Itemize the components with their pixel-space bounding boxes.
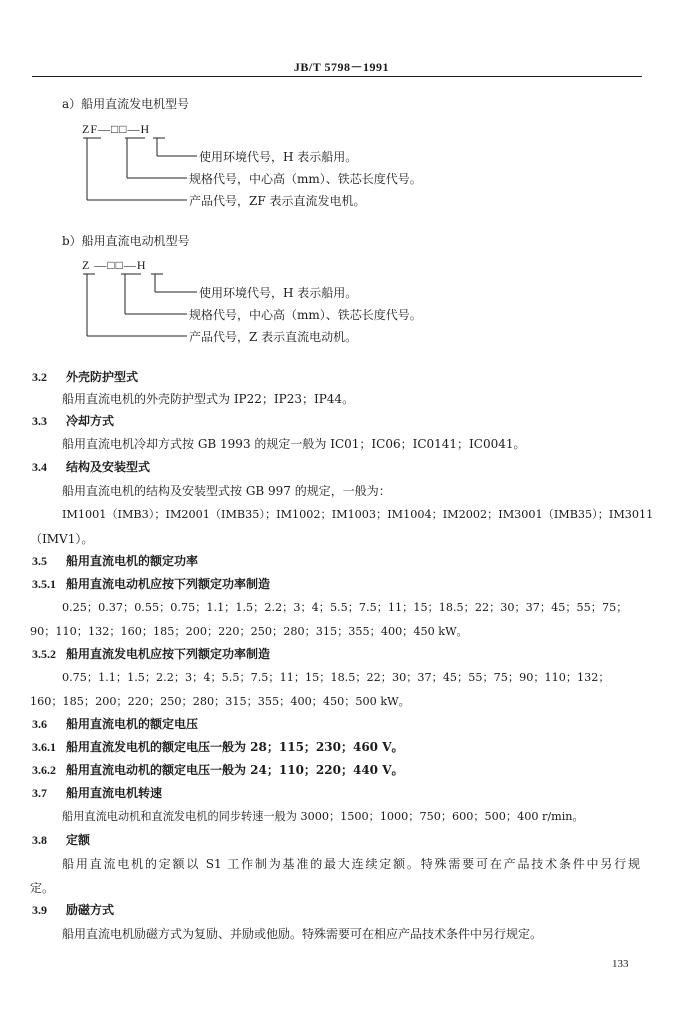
- section-3-5-1-heading: [32, 575, 270, 592]
- section-3-9-title: 励磁方式: [66, 903, 115, 917]
- section-3-4-heading: [32, 458, 150, 475]
- diagram-b-label-env: 使用环境代号，H 表示船用。: [199, 286, 358, 300]
- section-3-2-title: 外壳防护型式: [66, 370, 139, 384]
- section-3-7-text: 船用直流电动机和直流发电机的同步转速一般为 3000；1500；1000；750；600；500；400 r/min。: [62, 810, 584, 823]
- section-3-8-text-line1: 船用直流电机的定额以 S1 工作制为基准的最大连续定额。特殊需要可在产品技术条件中另行规: [62, 857, 640, 871]
- section-3-2-heading: [32, 368, 138, 385]
- section-3-6-1-text: 船用直流发电机的额定电压一般为 28；115；230；460 V。: [66, 740, 404, 754]
- section-3-9-text: 船用直流电机励磁方式为复励、并励或他励。特殊需要可在相应产品技术条件中另行规定。: [62, 927, 543, 941]
- section-3-4-list: IM1001（IMB3）；IM2001（IMB35）；IM1002；IM1003；IM1004；IM2002；IM3001（IMB35）；IM3011: [62, 508, 654, 521]
- diagram-a: [75, 122, 525, 212]
- section-3-8-title: 定额: [66, 833, 91, 847]
- header-rule: [32, 76, 642, 77]
- section-3-7-title: 船用直流电机转速: [66, 786, 163, 800]
- section-3-6-2-number: 3.6.2: [32, 763, 56, 777]
- section-3-2-text: 船用直流电机的外壳防护型式为 IP22；IP23；IP44。: [62, 392, 355, 406]
- section-3-8-number: 3.8: [32, 833, 47, 847]
- section-3-5-1-title: 船用直流电动机应按下列额定功率制造: [66, 577, 271, 591]
- section-3-7-heading: [32, 784, 162, 801]
- section-3-3-number: 3.3: [32, 414, 47, 428]
- section-3-6-number: 3.6: [32, 717, 47, 731]
- section-3-4-text: 船用直流电机的结构及安装型式按 GB 997 的规定，一般为：: [62, 484, 391, 498]
- section-3-4-number: 3.4: [32, 460, 47, 474]
- diagram-b-caption: b）船用直流电动机型号: [62, 234, 190, 248]
- section-3-5-1-values-line2: 90；110；132；160；185；200；220；250；280；315；355；400；450 kW。: [30, 625, 468, 638]
- section-3-6-2: [32, 761, 404, 778]
- diagram-b-label-product: 产品代号，Z 表示直流电动机。: [189, 330, 358, 344]
- diagram-a-caption: a）船用直流发电机型号: [62, 97, 190, 111]
- section-3-6-heading: [32, 715, 198, 732]
- diagram-b-label-spec: 规格代号，中心高（mm）、铁芯长度代号。: [189, 308, 422, 322]
- section-3-5-2-number: 3.5.2: [32, 647, 56, 661]
- section-3-3-text: 船用直流电机冷却方式按 GB 1993 的规定一般为 IC01；IC06；IC0141；IC0041。: [62, 437, 526, 451]
- diagram-a-label-product: 产品代号，ZF 表示直流发电机。: [189, 194, 366, 208]
- section-3-5-number: 3.5: [32, 554, 47, 568]
- section-3-5-1-number: 3.5.1: [32, 577, 56, 591]
- section-3-3-title: 冷却方式: [66, 414, 115, 428]
- section-3-8-text-line2: 定。: [30, 881, 55, 895]
- section-3-5-heading: [32, 552, 198, 569]
- diagram-b-code: Z —□□—H: [82, 258, 147, 272]
- section-3-7-number: 3.7: [32, 786, 47, 800]
- page-number: 133: [612, 958, 629, 970]
- section-3-8-heading: [32, 831, 90, 848]
- section-3-5-1-values-line1: 0.25；0.37；0.55；0.75；1.1；1.5；2.2；3；4；5.5；7.5；11；15；18.5；22；30；37；45；55；75；: [62, 601, 628, 614]
- section-3-5-title: 船用直流电机的额定功率: [66, 554, 199, 568]
- diagram-b: [75, 258, 525, 348]
- section-3-6-2-text: 船用直流电动机的额定电压一般为 24；110；220；440 V。: [66, 763, 404, 777]
- diagram-a-label-env: 使用环境代号，H 表示船用。: [199, 150, 358, 164]
- section-3-3-heading: [32, 412, 114, 429]
- section-3-5-2-values-line1: 0.75；1.1；1.5；2.2；3；4；5.5；7.5；11；15；18.5；22；30；37；45；55；75；90；110；132；: [62, 671, 610, 684]
- diagram-a-label-spec: 规格代号，中心高（mm）、铁芯长度代号。: [189, 172, 422, 186]
- section-3-5-2-heading: [32, 645, 270, 662]
- page-header: JB/T 5798－1991: [293, 60, 390, 74]
- section-3-4-list-end: （IMV1）。: [30, 532, 94, 546]
- section-3-5-2-title: 船用直流发电机应按下列额定功率制造: [66, 647, 271, 661]
- section-3-5-2-values-line2: 160；185；200；220；250；280；315；355；400；450；500 kW。: [30, 695, 410, 708]
- section-3-2-number: 3.2: [32, 370, 47, 384]
- section-3-6-title: 船用直流电机的额定电压: [66, 717, 199, 731]
- section-3-6-1-number: 3.6.1: [32, 740, 56, 754]
- section-3-9-number: 3.9: [32, 903, 47, 917]
- section-3-6-1: [32, 738, 404, 755]
- section-3-4-title: 结构及安装型式: [66, 460, 151, 474]
- diagram-a-code: ZF—□□—H: [82, 122, 151, 136]
- section-3-9-heading: [32, 901, 114, 918]
